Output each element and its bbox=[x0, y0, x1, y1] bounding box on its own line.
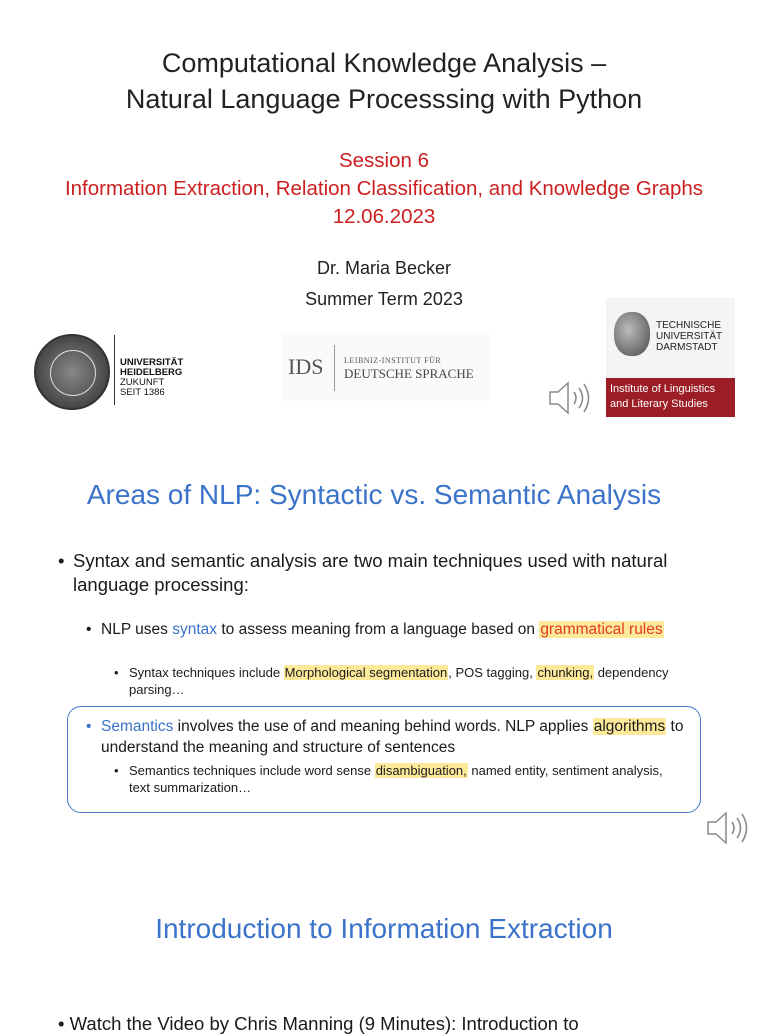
tud-emblem bbox=[614, 312, 650, 356]
heidelberg-line2: HEIDELBERG bbox=[120, 367, 183, 378]
syntax-keyword: syntax bbox=[172, 621, 218, 638]
ids-divider bbox=[334, 345, 335, 391]
semantics-mid: involves the use of and meaning behind words. NLP applies bbox=[173, 718, 593, 735]
tud-institute-line2: and Literary Studies bbox=[610, 398, 708, 410]
bullet1-text: Syntax and semantic analysis are two main techniques used with natural language processing: bbox=[73, 550, 668, 595]
tud-line1: TECHNISCHE bbox=[656, 320, 722, 331]
bullet-syntax: • NLP uses syntax to assess meaning from a language based on grammatical rules bbox=[88, 619, 688, 640]
semantics-keyword: Semantics bbox=[101, 718, 174, 735]
semantics-text bbox=[88, 716, 688, 758]
bullet-semantics-techniques: • Semantics techniques include word sense disambiguation, named entity, sentiment analysis, text summarization… bbox=[116, 762, 676, 796]
bullet-semantics: • Semantics involves the use of and meaning behind words. NLP applies algorithms to understand the meaning and structure of sentences bbox=[88, 716, 688, 758]
ids-abbr: IDS bbox=[288, 354, 324, 379]
slide3-bullet: • Watch the Video by Chris Manning (9 Minutes): Introduction to bbox=[58, 1013, 579, 1034]
heidelberg-line3: ZUKUNFT bbox=[120, 377, 165, 388]
sem-tech-pre: Semantics techniques include word sense bbox=[129, 763, 375, 778]
course-title-line2: Natural Language Processsing with Python bbox=[125, 84, 643, 114]
speaker-icon[interactable] bbox=[704, 808, 752, 848]
disambiguation-highlight: disambiguation, bbox=[375, 763, 467, 778]
heidelberg-wordmark bbox=[120, 358, 183, 398]
heidelberg-seal-logo bbox=[34, 334, 110, 410]
syntax-text bbox=[88, 619, 688, 640]
syntax-mid: to assess meaning from a language based on bbox=[217, 621, 540, 638]
syntax-techniques-text bbox=[116, 664, 676, 698]
tud-line2: UNIVERSITÄT bbox=[656, 331, 723, 342]
semantics-techniques-text bbox=[116, 762, 676, 796]
ids-small-text: LEIBNIZ-INSTITUT FÜR bbox=[344, 356, 442, 365]
tud-wordmark bbox=[656, 320, 722, 353]
speaker-icon[interactable] bbox=[546, 378, 594, 418]
slide3-bullet-text: Watch the Video by Chris Manning (9 Minutes): Introduction to bbox=[69, 1013, 579, 1034]
syntax-tech-mid: , POS tagging, bbox=[448, 665, 537, 680]
course-title-line1: Computational Knowledge Analysis – bbox=[161, 48, 607, 78]
session-subtitle: Information Extraction, Relation Classification, and Knowledge Graphs bbox=[64, 177, 704, 200]
grammatical-rules-highlight: grammatical rules bbox=[540, 621, 663, 638]
semantics-post: to understand the meaning and structure of sentences bbox=[101, 718, 684, 756]
algorithms-highlight: algorithms bbox=[593, 718, 666, 735]
bullet-syntax-semantics: • Syntax and semantic analysis are two main techniques used with natural language processing: bbox=[60, 549, 700, 597]
sem-tech-post: named entity, sentiment analysis, text summarization… bbox=[129, 763, 663, 795]
slide3-title: Introduction to Information Extraction bbox=[155, 913, 613, 944]
session-date: 12.06.2023 bbox=[332, 205, 436, 228]
morph-seg-highlight: Morphological segmentation bbox=[284, 665, 448, 680]
title-slide bbox=[0, 0, 768, 440]
tud-institute-line1: Institute of Linguistics bbox=[610, 383, 716, 395]
syntax-tech-pre: Syntax techniques include bbox=[129, 665, 284, 680]
heidelberg-line4: SEIT 1386 bbox=[120, 387, 165, 398]
bullet-syntax-techniques: • Syntax techniques include Morphological segmentation, POS tagging, chunking, dependency parsing… bbox=[116, 664, 676, 698]
ids-big-text: DEUTSCHE SPRACHE bbox=[344, 366, 474, 381]
term-label: Summer Term 2023 bbox=[305, 289, 463, 309]
tud-line3: DARMSTADT bbox=[656, 342, 718, 353]
author-name: Dr. Maria Becker bbox=[316, 258, 452, 278]
session-number: Session 6 bbox=[338, 149, 430, 172]
syntax-tech-post: dependency parsing… bbox=[129, 665, 669, 697]
chunking-highlight: chunking, bbox=[537, 665, 594, 680]
tud-institute-text bbox=[610, 382, 715, 412]
syntax-pre: NLP uses bbox=[101, 621, 173, 638]
heidelberg-line1: UNIVERSITÄT bbox=[120, 357, 184, 368]
logo-divider bbox=[114, 335, 115, 405]
slide2-title: Areas of NLP: Syntactic vs. Semantic Analysis bbox=[86, 479, 662, 510]
